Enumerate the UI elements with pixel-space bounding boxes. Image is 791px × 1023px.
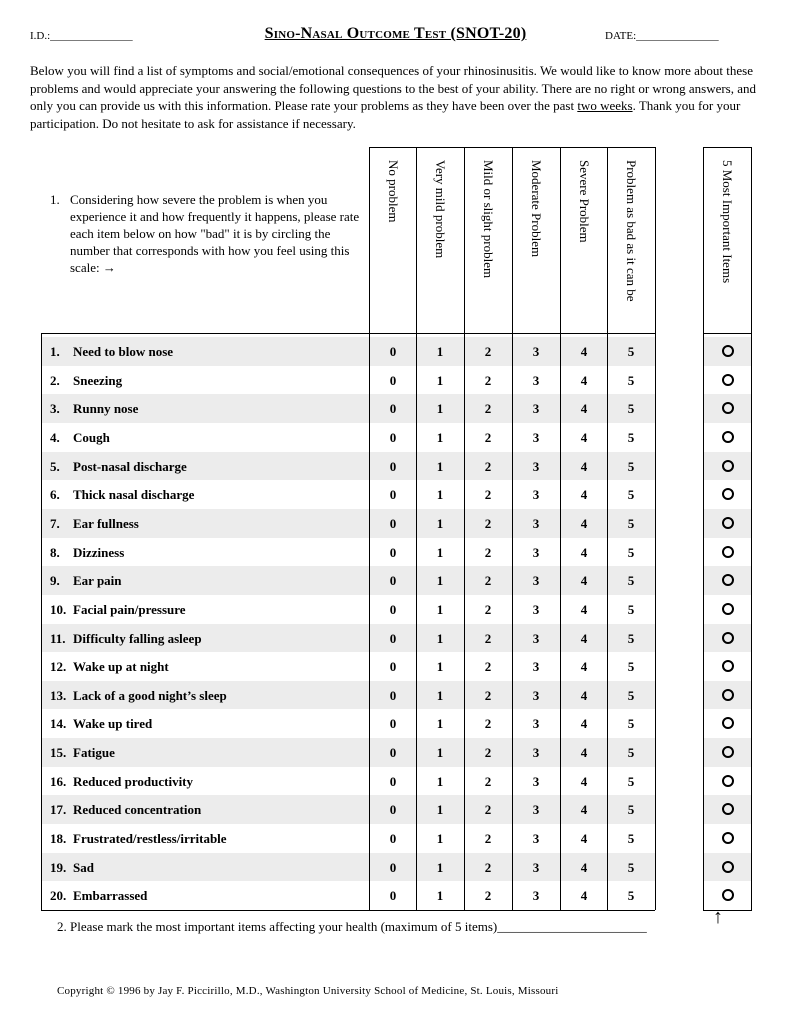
item-label: [50, 602, 186, 618]
rating-option[interactable]: 1: [436, 831, 444, 847]
item-number: 12.: [50, 659, 67, 675]
rating-option[interactable]: 5: [627, 888, 635, 904]
rating-option[interactable]: 1: [436, 745, 444, 761]
item-label: [50, 573, 122, 589]
important-cell: [703, 624, 751, 653]
rating-option[interactable]: 1: [436, 716, 444, 732]
rating-option[interactable]: 5: [627, 601, 635, 617]
rating-option[interactable]: 4: [580, 888, 588, 904]
rating-option[interactable]: 0: [389, 716, 397, 732]
table-row: [41, 423, 655, 452]
item-text: Ear fullness: [73, 515, 139, 531]
table-row: [41, 738, 655, 767]
rating-option[interactable]: 4: [580, 458, 588, 474]
table-border: [703, 910, 752, 911]
rating-option[interactable]: 5: [627, 344, 635, 359]
item-label: [50, 545, 124, 561]
rating-option[interactable]: 3: [532, 344, 540, 359]
rating-option[interactable]: 3: [532, 601, 540, 617]
rating-option[interactable]: 4: [580, 773, 588, 789]
item-label: [50, 459, 187, 475]
item-label: [50, 487, 194, 503]
date-field[interactable]: DATE:_______________: [605, 30, 719, 42]
table-row: [41, 709, 655, 738]
rating-option[interactable]: 5: [627, 401, 635, 417]
important-cell: [703, 795, 751, 824]
table-border: [703, 333, 752, 334]
rating-option[interactable]: 1: [436, 659, 444, 675]
rating-option[interactable]: 3: [532, 573, 540, 589]
important-cell: [703, 337, 751, 366]
table-row: [41, 881, 655, 910]
table-row: [41, 767, 655, 796]
rating-option[interactable]: 4: [580, 831, 588, 847]
table-row: [41, 394, 655, 423]
question-1-text: Considering how severe the problem is when you experience it and how frequently it happens, please rate each item below on how "bad" it is by circling the number that corresponds with how you feel using this scale: →: [70, 192, 360, 275]
item-text: Reduced productivity: [73, 773, 194, 789]
rating-option[interactable]: 0: [389, 687, 397, 703]
scale-header-label: Moderate Problem: [529, 160, 544, 258]
rating-option[interactable]: 5: [627, 659, 635, 675]
rating-option[interactable]: 3: [532, 745, 540, 761]
rating-option[interactable]: 3: [532, 773, 540, 789]
question-1-number: 1.: [50, 192, 60, 207]
instructions-part2: . Thank you for your participation. Do not hesitate to ask for assistance if necessary.: [30, 98, 741, 131]
item-text: Ear pain: [73, 573, 122, 589]
form-title: Sino-Nasal Outcome Test (SNOT-20): [264, 25, 527, 42]
rating-option[interactable]: 2: [484, 745, 492, 761]
item-number: 11.: [50, 630, 66, 646]
rating-option[interactable]: 1: [436, 630, 444, 646]
rating-option[interactable]: 2: [484, 458, 492, 474]
item-text: Wake up tired: [73, 716, 153, 732]
rating-option[interactable]: 3: [532, 831, 540, 847]
rating-option[interactable]: 2: [484, 859, 492, 875]
important-item-checkbox[interactable]: [722, 717, 734, 729]
table-border: [607, 147, 608, 910]
rating-option[interactable]: 2: [484, 888, 492, 904]
rating-option[interactable]: 5: [627, 716, 635, 732]
table-row: [41, 595, 655, 624]
instructions: [30, 62, 760, 132]
rating-option[interactable]: 4: [580, 429, 588, 445]
item-label: [50, 831, 227, 847]
rating-option[interactable]: 2: [484, 344, 492, 359]
rating-option[interactable]: 3: [532, 429, 540, 445]
rating-option[interactable]: 4: [580, 745, 588, 761]
rating-option[interactable]: 3: [532, 888, 540, 904]
important-cell: [703, 738, 751, 767]
scale-header: [464, 160, 512, 330]
item-number: 14.: [50, 716, 67, 732]
rating-option[interactable]: 2: [484, 773, 492, 789]
table-row: [41, 853, 655, 882]
scale-header: [560, 160, 608, 330]
rating-option[interactable]: 0: [389, 745, 397, 761]
rating-option[interactable]: 5: [627, 687, 635, 703]
item-text: Cough: [73, 429, 110, 445]
table-border: [369, 147, 370, 910]
rating-option[interactable]: 4: [580, 687, 588, 703]
rating-option[interactable]: 2: [484, 687, 492, 703]
item-text: Embarrassed: [73, 888, 148, 904]
important-items-header: [703, 160, 751, 330]
item-text: Sneezing: [73, 372, 123, 388]
important-item-checkbox[interactable]: [722, 775, 734, 787]
rating-option[interactable]: 5: [627, 458, 635, 474]
rating-option[interactable]: 0: [389, 544, 397, 560]
rating-option[interactable]: 3: [532, 802, 540, 818]
rating-option[interactable]: 5: [627, 802, 635, 818]
rating-option[interactable]: 3: [532, 515, 540, 531]
important-cell: [703, 452, 751, 481]
important-cell: [703, 595, 751, 624]
rating-option[interactable]: 2: [484, 544, 492, 560]
rating-option[interactable]: 5: [627, 573, 635, 589]
important-cell: [703, 881, 751, 910]
table-border: [416, 147, 655, 148]
scale-header-label: Severe Problem: [577, 160, 592, 243]
rating-option[interactable]: 2: [484, 601, 492, 617]
item-label: [50, 516, 139, 532]
table-row: [41, 681, 655, 710]
item-number: 1.: [50, 344, 60, 359]
up-arrow-icon: ↑: [713, 906, 723, 928]
rating-option[interactable]: 0: [389, 802, 397, 818]
rating-option[interactable]: 0: [389, 344, 397, 359]
important-item-checkbox[interactable]: [722, 889, 734, 901]
table-row: [41, 652, 655, 681]
rating-option[interactable]: 0: [389, 831, 397, 847]
rating-option[interactable]: 1: [436, 802, 444, 818]
important-item-checkbox[interactable]: [722, 345, 734, 357]
table-border: [41, 333, 655, 334]
rating-option[interactable]: 5: [627, 487, 635, 503]
item-number: 5.: [50, 458, 60, 474]
rating-option[interactable]: 2: [484, 401, 492, 417]
item-text: Frustrated/restless/irritable: [73, 831, 227, 847]
rating-option[interactable]: 5: [627, 544, 635, 560]
item-label: [50, 745, 115, 761]
important-item-checkbox[interactable]: [722, 546, 734, 558]
important-item-checkbox[interactable]: [722, 832, 734, 844]
important-cell: [703, 538, 751, 567]
table-border: [703, 147, 752, 148]
rating-option[interactable]: 1: [436, 344, 444, 359]
rating-option[interactable]: 2: [484, 487, 492, 503]
important-cell: [703, 853, 751, 882]
item-label: [50, 430, 110, 446]
table-border: [703, 147, 704, 910]
scale-header-label: Mild or slight problem: [481, 160, 496, 279]
id-field[interactable]: I.D.:_______________: [30, 30, 133, 42]
item-label: [50, 344, 173, 360]
rating-option[interactable]: 3: [532, 716, 540, 732]
item-number: 15.: [50, 745, 67, 761]
important-cell: [703, 681, 751, 710]
rating-option[interactable]: 0: [389, 429, 397, 445]
important-item-checkbox[interactable]: [722, 632, 734, 644]
important-item-checkbox[interactable]: [722, 746, 734, 758]
item-number: 8.: [50, 544, 60, 560]
important-item-checkbox[interactable]: [722, 603, 734, 615]
item-label: [50, 888, 147, 904]
important-cell: [703, 366, 751, 395]
question-2[interactable]: 2. Please mark the most important items affecting your health (maximum of 5 items)_______________________: [57, 919, 647, 934]
item-text: Lack of a good night’s sleep: [73, 687, 227, 703]
rating-option[interactable]: 1: [436, 401, 444, 417]
rating-option[interactable]: 0: [389, 888, 397, 904]
item-label: [50, 860, 94, 876]
table-border: [655, 147, 656, 910]
scale-header: [512, 160, 560, 330]
item-number: 4.: [50, 429, 60, 445]
item-label: [50, 802, 201, 818]
item-text: Difficulty falling asleep: [73, 630, 202, 646]
instructions-emphasis: two weeks: [577, 98, 633, 113]
item-number: 6.: [50, 487, 60, 503]
rating-option[interactable]: 4: [580, 487, 588, 503]
rating-option[interactable]: 0: [389, 773, 397, 789]
rating-option[interactable]: 4: [580, 344, 588, 359]
important-cell: [703, 652, 751, 681]
rating-option[interactable]: 3: [532, 372, 540, 388]
rating-option[interactable]: 1: [436, 888, 444, 904]
item-text: Need to blow nose: [73, 344, 174, 359]
rating-option[interactable]: 4: [580, 630, 588, 646]
rating-option[interactable]: 3: [532, 630, 540, 646]
item-label: [50, 631, 202, 647]
important-item-checkbox[interactable]: [722, 517, 734, 529]
rating-option[interactable]: 0: [389, 630, 397, 646]
rating-option[interactable]: 1: [436, 372, 444, 388]
instructions-part1: Below you will find a list of symptoms and social/emotional consequences of your rhinosinusitis. We would like to know more about these problems and would appreciate your answering the following questions to the best of your ability. There are no right or wrong answers, and only you can provide us with this information. Please rate your problems as they have been over the past: [30, 63, 757, 113]
important-item-checkbox[interactable]: [722, 660, 734, 672]
rating-option[interactable]: 0: [389, 372, 397, 388]
rating-option[interactable]: 3: [532, 859, 540, 875]
rating-option[interactable]: 3: [532, 458, 540, 474]
table-border: [369, 147, 416, 148]
item-number: 3.: [50, 401, 60, 417]
important-item-checkbox[interactable]: [722, 402, 734, 414]
table-border: [416, 147, 417, 910]
scale-header-label: No problem: [386, 160, 401, 223]
table-border: [751, 147, 752, 910]
table-row: [41, 366, 655, 395]
rating-option[interactable]: 2: [484, 372, 492, 388]
item-number: 16.: [50, 773, 67, 789]
table-row: [41, 480, 655, 509]
table-border: [41, 910, 655, 911]
rating-option[interactable]: 1: [436, 773, 444, 789]
rating-option[interactable]: 5: [627, 429, 635, 445]
table-row: [41, 824, 655, 853]
important-item-checkbox[interactable]: [722, 431, 734, 443]
rating-option[interactable]: 4: [580, 601, 588, 617]
rating-option[interactable]: 4: [580, 859, 588, 875]
rating-option[interactable]: 2: [484, 429, 492, 445]
rating-option[interactable]: 2: [484, 515, 492, 531]
rating-option[interactable]: 1: [436, 515, 444, 531]
rating-option[interactable]: 4: [580, 573, 588, 589]
rating-option[interactable]: 4: [580, 372, 588, 388]
rating-option[interactable]: 5: [627, 745, 635, 761]
important-items-header-label: 5 Most Important Items: [720, 160, 735, 284]
item-label: [50, 373, 122, 389]
rating-option[interactable]: 2: [484, 630, 492, 646]
rating-option[interactable]: 2: [484, 716, 492, 732]
rating-option[interactable]: 5: [627, 831, 635, 847]
rating-option[interactable]: 0: [389, 859, 397, 875]
rating-option[interactable]: 5: [627, 773, 635, 789]
item-number: 13.: [50, 687, 67, 703]
item-text: Thick nasal discharge: [73, 487, 195, 503]
important-item-checkbox[interactable]: [722, 861, 734, 873]
item-text: Wake up at night: [73, 659, 169, 675]
table-row: [41, 538, 655, 567]
rating-option[interactable]: 1: [436, 429, 444, 445]
rating-option[interactable]: 1: [436, 458, 444, 474]
important-cell: [703, 480, 751, 509]
item-text: Fatigue: [73, 745, 115, 761]
rating-option[interactable]: 1: [436, 687, 444, 703]
rating-option[interactable]: 0: [389, 401, 397, 417]
important-item-checkbox[interactable]: [722, 374, 734, 386]
item-number: 19.: [50, 859, 67, 875]
rating-option[interactable]: 3: [532, 659, 540, 675]
rating-option[interactable]: 1: [436, 544, 444, 560]
table-border: [560, 147, 561, 910]
item-text: Dizziness: [73, 544, 125, 560]
item-number: 2.: [50, 372, 60, 388]
item-label: [50, 688, 227, 704]
important-cell: [703, 566, 751, 595]
rating-option[interactable]: 5: [627, 630, 635, 646]
rating-option[interactable]: 4: [580, 401, 588, 417]
item-text: Sad: [73, 859, 94, 875]
item-number: 17.: [50, 802, 67, 818]
item-label: [50, 774, 193, 790]
important-item-checkbox[interactable]: [722, 460, 734, 472]
item-text: Facial pain/pressure: [73, 601, 186, 617]
scale-header: [416, 160, 464, 330]
rating-option[interactable]: 3: [532, 544, 540, 560]
rating-option[interactable]: 3: [532, 687, 540, 703]
item-number: 20.: [50, 888, 67, 904]
scale-header-label: Very mild problem: [433, 160, 448, 259]
item-number: 9.: [50, 573, 60, 589]
important-cell: [703, 394, 751, 423]
table-row: [41, 624, 655, 653]
table-border: [512, 147, 513, 910]
rating-option[interactable]: 4: [580, 802, 588, 818]
table-row: [41, 509, 655, 538]
rating-option[interactable]: 2: [484, 659, 492, 675]
rating-option[interactable]: 1: [436, 601, 444, 617]
important-cell: [703, 423, 751, 452]
important-item-checkbox[interactable]: [722, 574, 734, 586]
item-text: Runny nose: [73, 401, 139, 417]
rating-option[interactable]: 0: [389, 458, 397, 474]
item-number: 18.: [50, 831, 67, 847]
rating-option[interactable]: 1: [436, 487, 444, 503]
table-row: [41, 795, 655, 824]
copyright-notice: Copyright © 1996 by Jay F. Piccirillo, M.D., Washington University School of Medicine, St. Louis, Missouri: [57, 985, 559, 997]
rating-option[interactable]: 4: [580, 544, 588, 560]
rating-option[interactable]: 0: [389, 487, 397, 503]
important-item-checkbox[interactable]: [722, 488, 734, 500]
important-cell: [703, 824, 751, 853]
rating-option[interactable]: 5: [627, 859, 635, 875]
rating-option[interactable]: 1: [436, 859, 444, 875]
rating-option[interactable]: 0: [389, 573, 397, 589]
rating-option[interactable]: 5: [627, 372, 635, 388]
item-label: [50, 716, 152, 732]
scale-header: [369, 160, 417, 330]
item-label: [50, 659, 169, 675]
item-number: 7.: [50, 515, 60, 531]
rating-option[interactable]: 4: [580, 515, 588, 531]
rating-option[interactable]: 2: [484, 802, 492, 818]
scale-header-label: Problem as bad as it can be: [624, 160, 639, 302]
rating-option[interactable]: 5: [627, 515, 635, 531]
item-number: 10.: [50, 601, 67, 617]
rating-option[interactable]: 4: [580, 716, 588, 732]
table-row: [41, 452, 655, 481]
table-row: [41, 337, 655, 366]
table-border: [464, 147, 465, 910]
important-cell: [703, 709, 751, 738]
table-row: [41, 566, 655, 595]
important-cell: [703, 509, 751, 538]
scale-header: [607, 160, 655, 330]
rating-option[interactable]: 0: [389, 601, 397, 617]
item-text: Post-nasal discharge: [73, 458, 187, 474]
table-border: [41, 333, 42, 910]
important-cell: [703, 767, 751, 796]
rating-option[interactable]: 0: [389, 515, 397, 531]
rating-option[interactable]: 2: [484, 573, 492, 589]
important-item-checkbox[interactable]: [722, 803, 734, 815]
rating-option[interactable]: 3: [532, 487, 540, 503]
rating-option[interactable]: 3: [532, 401, 540, 417]
rating-option[interactable]: 1: [436, 573, 444, 589]
rating-option[interactable]: 2: [484, 831, 492, 847]
rating-option[interactable]: 0: [389, 659, 397, 675]
important-item-checkbox[interactable]: [722, 689, 734, 701]
item-text: Reduced concentration: [73, 802, 202, 818]
item-label: [50, 401, 138, 417]
rating-option[interactable]: 4: [580, 659, 588, 675]
